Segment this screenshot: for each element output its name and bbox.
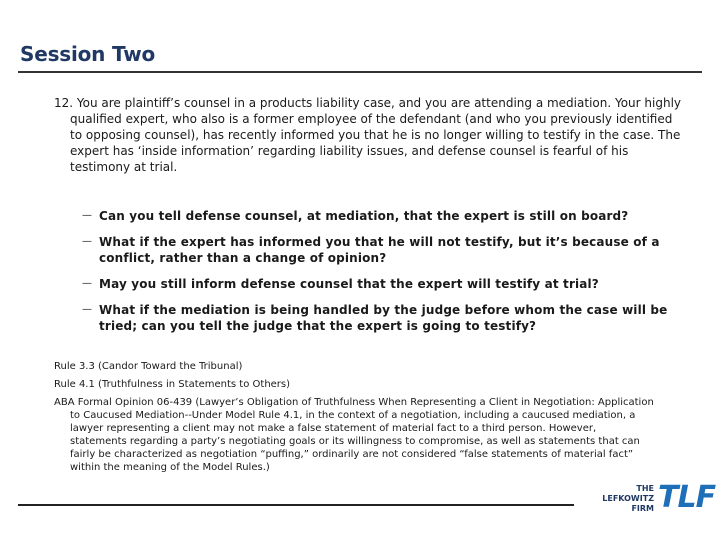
bullet-item: [82, 302, 682, 334]
question-text: 12. You are plaintiff’s counsel in a products liability case, and you are attending a mediation. Your highly qualified expert, who also is a former employee of the defendant (and who you previously identified to opposing counsel), has recently informed you that he is no longer willing to testify in the case. The expert has ‘inside information’ regarding liability issues, and defense counsel is fearful of his testimony at trial.: [54, 96, 682, 174]
logo-line-3: FIRM: [631, 504, 654, 513]
bullet-item: [82, 208, 682, 224]
logo-wordmark: [588, 484, 654, 514]
reference-aba-opinion: ABA Formal Opinion 06-439 (Lawyer’s Obligation of Truthfulness When Representing a Client in Negotiation: Application to Caucused Mediation--Under Model Rule 4.1, in the context of a negotiation, including a caucused mediation, a lawyer representing a client may not make a false statement of material fact to a third person. However, statements regarding a party’s negotiating goals or its willingness to compromise, as well as statements that can fairly be characterized as negotiation “puffing,” ordinarily are not considered “false statements of material fact” within the meaning of the Model Rules.): [54, 397, 654, 473]
firm-logo: [588, 480, 716, 524]
question-bullets: [82, 208, 682, 344]
dash-bullet-icon: —: [82, 304, 93, 315]
bullet-text: What if the mediation is being handled by the judge before whom the case will be tried; can you tell the judge that the expert is going to testify?: [99, 303, 668, 333]
bullet-item: [82, 234, 682, 266]
footer-divider: [18, 504, 574, 506]
reference-rule-3-3: Rule 3.3 (Candor Toward the Tribunal): [54, 361, 243, 372]
dash-bullet-icon: —: [82, 278, 93, 289]
bullet-text: What if the expert has informed you that he will not testify, but it’s because of a conflict, rather than a change of opinion?: [99, 235, 660, 265]
reference-rule-4-1: Rule 4.1 (Truthfulness in Statements to Others): [54, 379, 291, 390]
logo-line-2: LEFKOWITZ: [602, 494, 654, 503]
title-divider: [18, 71, 702, 73]
references: [54, 360, 654, 479]
bullet-text: May you still inform defense counsel that the expert will testify at trial?: [99, 277, 599, 291]
dash-bullet-icon: —: [82, 210, 93, 221]
logo-line-1: THE: [636, 484, 654, 493]
logo-mark-icon: TLF: [658, 480, 716, 515]
bullet-text: Can you tell defense counsel, at mediation, that the expert is still on board?: [99, 209, 629, 223]
slide-title: Session Two: [20, 42, 156, 66]
bullet-item: [82, 276, 682, 292]
dash-bullet-icon: —: [82, 236, 93, 247]
